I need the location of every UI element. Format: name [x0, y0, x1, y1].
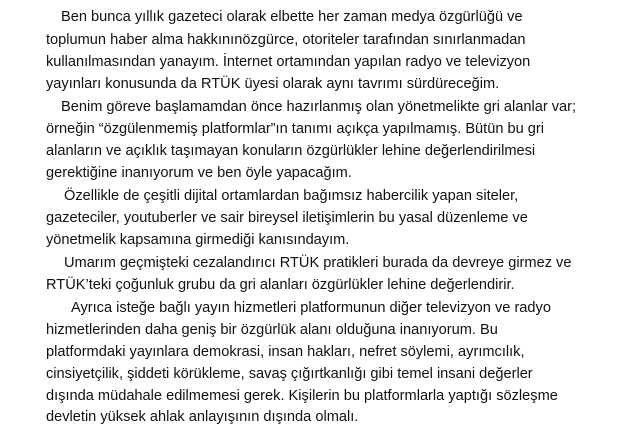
- paragraph-2-line-3: alanların ve açıklık taşımayan konuların özgürlükler lehine değerlendirilmesi: [46, 143, 536, 159]
- paragraph-4-line-2: RTÜK’teki çoğunluk grubu da gri alanları özgürlükler lehine değerlendirir.: [46, 277, 515, 293]
- paragraph-3-line-3: yönetmelik kapsamına girmediği kanısındayım.: [46, 232, 350, 248]
- paragraph-4-line-1: Umarım geçmişteki cezalandırıcı RTÜK pratikleri burada da devreye girmez ve: [64, 255, 572, 271]
- paragraph-5-line-2: hizmetlerinden daha geniş bir özgürlük alanı olduğuna inanıyorum. Bu: [46, 322, 498, 338]
- paragraph-5-line-3: platformdaki yayınlara demokrasi, insan hakları, nefret söylemi, ayrımcılık,: [46, 344, 525, 360]
- paragraph-3-line-2: gazeteciler, youtuberler ve sair bireysel iletişimlerin bu yasal düzenleme ve: [46, 210, 528, 226]
- paragraph-2-line-4: gerektiğine inanıyorum ve ben öyle yapacağım.: [46, 165, 352, 181]
- paragraph-5-line-6: devletin yüksek ahlak anlayışının dışında olmalı.: [46, 409, 359, 425]
- paragraph-1-line-1: Ben bunca yıllık gazeteci olarak elbette her zaman medya özgürlüğü ve: [61, 9, 523, 25]
- paragraph-5-line-5: dışında müdahale edilmemesi gerek. Kişilerin bu platformlarla yaptığı sözleşme: [46, 388, 558, 404]
- paragraph-1-line-4: yayınları konusunda da RTÜK üyesi olarak aynı tavrımı sürdüreceğim.: [46, 76, 500, 92]
- paragraph-1-line-2: toplumun haber alma hakkınınözgürce, otoriteler tarafından sınırlanmadan: [46, 32, 526, 48]
- paragraph-5-line-1: Ayrıca isteğe bağlı yayın hizmetleri platformunun diğer televizyon ve radyo: [71, 300, 551, 316]
- paragraph-5-line-4: cinsiyetçilik, şiddeti körükleme, savaş çığırtkanlığı gibi temel insani değerler: [46, 366, 533, 382]
- paragraph-1-line-3: kullanılmasından yanayım. İnternet ortamından yapılan radyo ve televizyon: [46, 54, 531, 70]
- paragraph-2-line-2: örneğin “özgülenmemiş platformlar”ın tanımı açıkça yapılmamış. Bütün bu gri: [46, 121, 545, 137]
- paragraph-3-line-1: Özellikle de çeşitli dijital ortamlardan bağımsız habercilik yapan siteler,: [64, 188, 519, 204]
- paragraph-2-line-1: Benim göreve başlamamdan önce hazırlanmış olan yönetmelikte gri alanlar var;: [61, 99, 577, 115]
